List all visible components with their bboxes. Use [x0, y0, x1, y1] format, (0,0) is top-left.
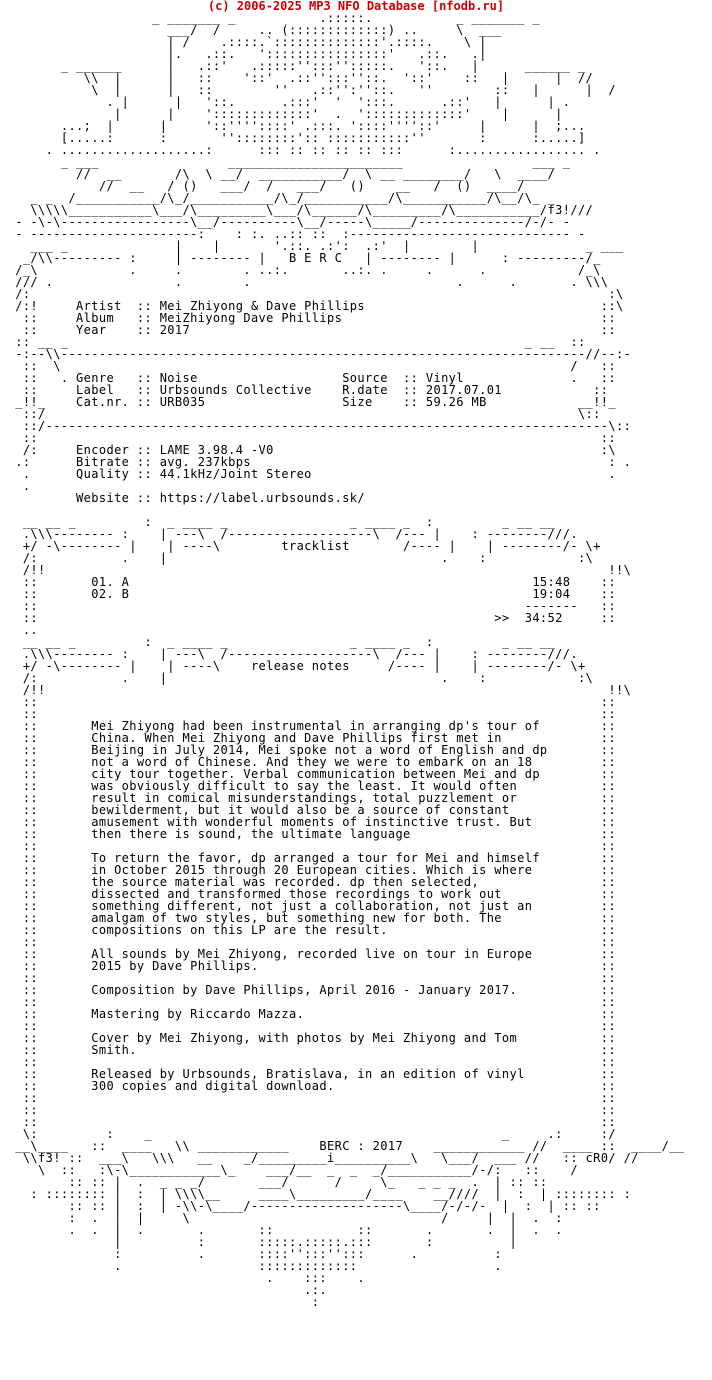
- nfodb-copyright-link[interactable]: (c) 2006-2025 MP3 NFO Database [nfodb.ru]: [207, 0, 505, 13]
- nfo-document-text: _ _______ _ .:::::. _ _______ _ ___/ / .. (:::::::::::::) .. \ ___ | / .::::.`::::::::::::::'.::::. \ | |. .::. '::::::::::::::::' .::. .| _ ______ | .::' .:::::'':::'':::::. '::. | ______ _ \\ | | :: '::' .::'':::''::. '::' :: | | // \ | | :: '' .::'':''::. '' :: | | / . | | '::. .:::' ' ':::. .::' | | . | | ':::::::::::::' . ':::::::::::::' | | ...; | | '::''''::::' .:::. '::::''''::' | | ;... [.....: : ''::::::::':: :::::::::::'' : :.....] . ...................: ::: :: :: :: :: ::: :................. . _ ___ _______________________ ___ _ // __ /\ \ __/ ___________/ \ __ ________/ \ ____/ // __ / () ___/ / ___/ () __ / () ____/ _ _ /___________/\_/___________/\_/___________/\___________/\__/\_ _ \\\\\___________\___/\_________\___/\______/\_________/\___________/f3!/// - -\-\-----------------\__/----------\__/-----\_____/--------------/-/- - - ----------------------: : :. ..:: :: :----------------------------- - ___ _ | | '.::. .:': .:' | | _ ___ _/\\--------- : | -------- | B E R C | -------- | : ---------/_ /_\ . . . ..:. ..:. . . . /_\ /// . . . . . . \\\ /: :\ /:! Artist :: Mei Zhiyong & Dave Phillips ::\ :: Album :: MeiZhiyong Dave Phillips :: :: Year :: 2017 :: :: __ _ _ __ :: -:--\\---------------------------------------------------------------------//--:- :: \ / :: :: . Genre :: Noise Source :: Vinyl . :: :: Label :: Urbsounds Collective R.date :: 2017.07.01 :: _!!_ Cat.nr. :: URB035 Size :: 59.26 MB __!!_ ::/ \:: ::/--------------------------------------------------------------------------\:: :: :: /: Encoder :: LAME 3.98.4 -V0 :\ .: Bitrate :: avg. 237kbps : . . Quality :: 44.1kHz/Joint Stereo . . Website :: https://label.urbsounds.sk/ __ __ _ : _ ____ _ _ ____ _ : _ __ __ .\\\-------- : | ---\ /-------------------\ /--- | : --------///. +/ -\-------- | | ----\ tracklist /---- | | --------/- \+ /: . | . : :\ /!! !!\ :: 01. A 15:48 :: :: 02. B 19:04 :: :: ------- :: :: >> 34:52 :: .. __ __ _ : _ ____ _ _ ____ _ : _ __ __ .\\\-------- : | ---\ /-------------------\ /--- | : --------///. +/ -\-------- | | ----\ release notes /---- | | --------/- \+ /: . | . : :\ /!! !!\ :: :: :: :: :: Mei Zhiyong had been instrumental in arranging dp's tour of :: :: China. When Mei Zhiyong and Dave Phillips first met in :: :: Beijing in July 2014, Mei spoke not a word of English and dp :: :: not a word of Chinese. And they we were to embark on an 18 :: :: city tour together. Verbal communication between Mei and dp :: :: was obviously difficult to say the least. It would often :: :: result in comical misunderstandings, total puzzlement or :: :: bewilderment, but it would also be a source of constant :: :: amusement with wonderful moments of instinctive trust. But :: :: then there is sound, the ultimate language :: :: :: :: To return the favor, dp arranged a tour for Mei and himself :: :: in October 2015 through 20 European cities. Which is where :: :: the source material was recorded. dp then selected, :: :: dissected and transformed those recordings to work out :: :: something different, not just a collaboration, not just an :: :: amalgam of two styles, but something new for both. The :: :: compositions on this LP are the result. :: :: :: :: All sounds by Mei Zhiyong, recorded live on tour in Europe :: :: 2015 by Dave Phillips. :: :: :: :: Composition by Dave Phillips, April 2016 - January 2017. :: :: :: :: Mastering by Riccardo Mazza. :: :: :: :: Cover by Mei Zhiyong, with photos by Mei Zhiyong and Tom :: :: Smith. :: :: :: :: Released by Urbsounds, Bratislava, in an edition of vinyl :: :: 300 copies and digital download. :: :: :: :: :: :: :: \: : _ _ .: :/ __\____ :: ____ \\ ____________ BERC : 2017 ____________ // ____ :: ____/__ \\f3! :: ___\ \\\ __ _/_________i__________\ \___/ ___ // :: cR0/ // \ :: :\-\____________\_ ___/__ _ _ _/___________/-/: :: / :: :: | . _ _ _/ ___/ / \_ _ _ _ . | :: :: : :::::::: | : | \\\\__ ____\_________/____ __//// | : | :::::::: : :: :: | : | -\\-\____/--------------------\____/-/-/- | : | :: :: : . | | \ / | | . : . . | . . :: :: . . | . . | : :::::.:::::.::: : | : . ::::'':::''::: . : . ::::::::::::: . . ::: . .:. :: [15, 11, 685, 1309]
